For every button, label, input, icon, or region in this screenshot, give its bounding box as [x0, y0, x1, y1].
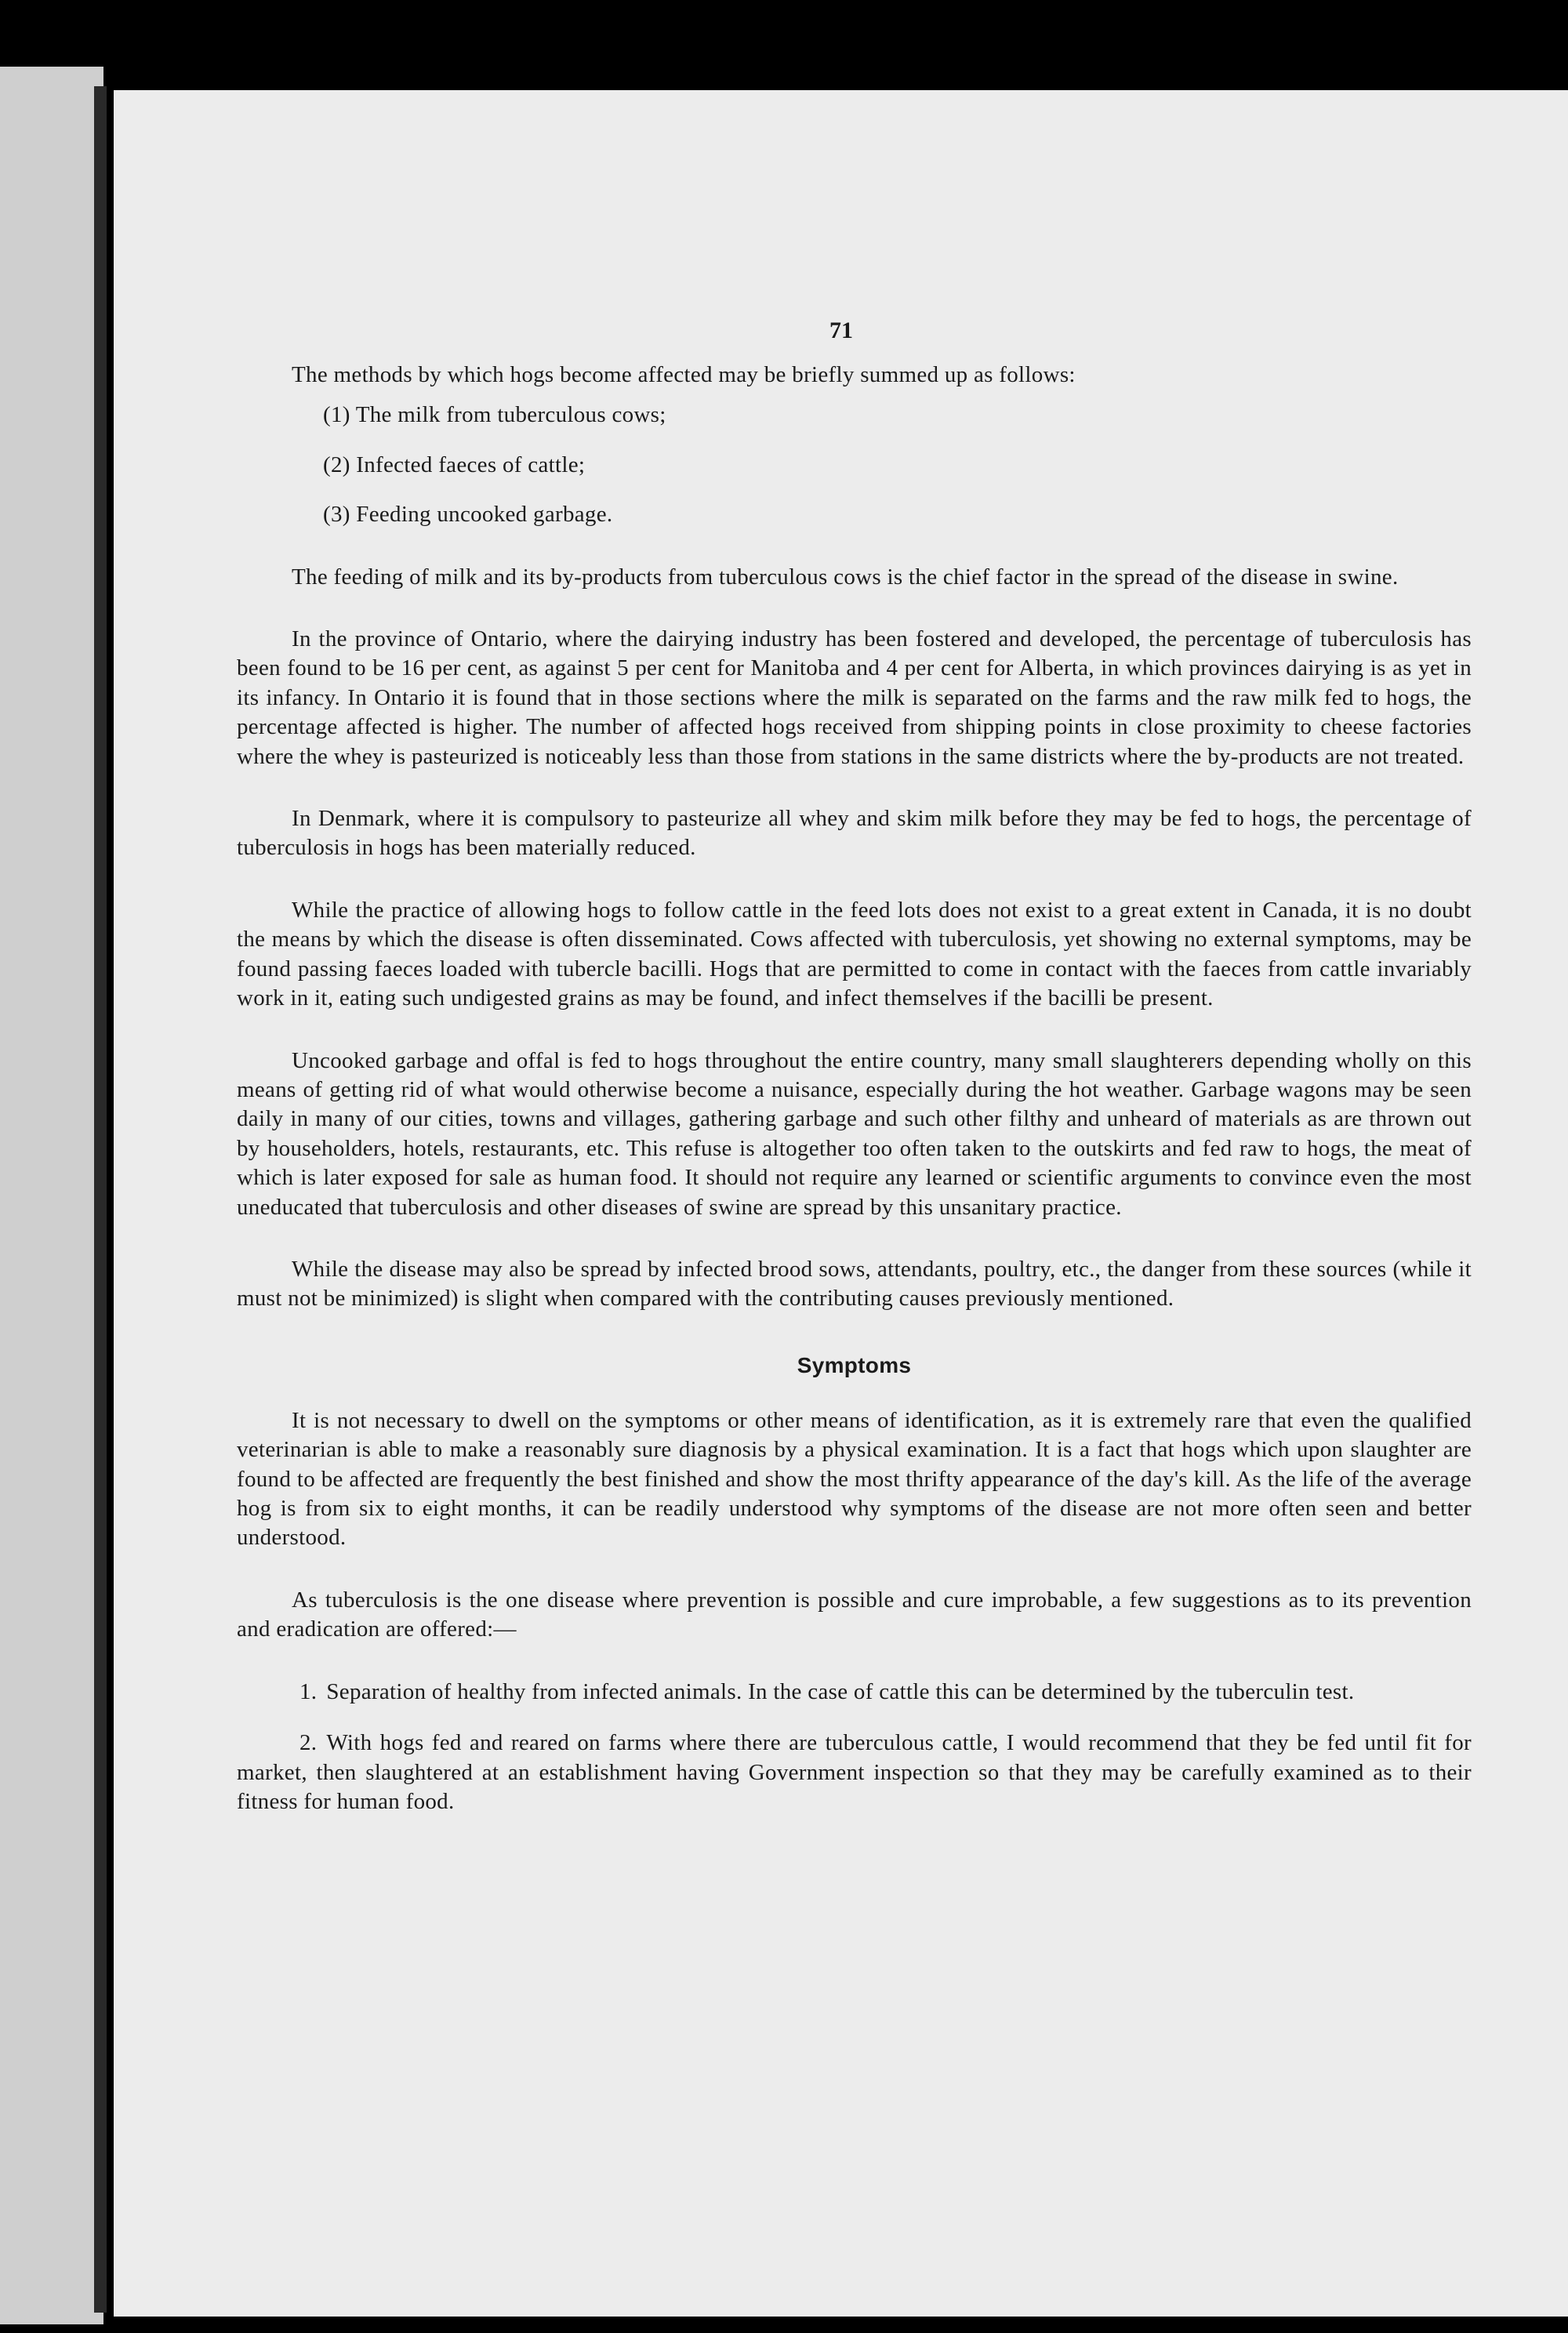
suggestion-text: With hogs fed and reared on farms where there are tuberculous cattle, I would recommend that they be fed until fit for market, then slaughtered at an establishment having Government inspection so that they may be carefully examined as to their fitness for human food. [237, 1730, 1472, 1814]
method-item: (3) Feeding uncooked garbage. [323, 502, 613, 528]
document-page [114, 90, 1568, 2317]
body-paragraph: While the disease may also be spread by infected brood sows, attendants, poultry, etc., the danger from these sources (while it must not be minimized) is slight when compared with the contributing causes previously mentioned. [237, 1256, 1472, 1312]
suggestion-number: 2. [299, 1730, 318, 1756]
method-item: (2) Infected faeces of cattle; [323, 452, 586, 477]
book-binding [94, 86, 107, 2313]
suggestion-item [237, 1678, 1472, 1707]
body-paragraph: It is not necessary to dwell on the symptoms or other means of identification, as it is extremely rare that even the qualified veterinarian is able to make a reasonably sure diagnosis by a physical examination. It is a fact that hogs which upon slaughter are found to be affected are frequently the best finished and show the most thrifty appearance of the day's kill. As the life of the average hog is from six to eight months, it can be readily understood why symptoms of the disease are not more often seen and better understood. [237, 1407, 1472, 1551]
page-number: 71 [829, 317, 853, 343]
suggestion-item [237, 1729, 1472, 1816]
suggestion-text: Separation of healthy from infected animals. In the case of cattle this can be determined by the tuberculin test. [326, 1678, 1355, 1704]
page-content [237, 361, 1472, 1838]
method-item: (1) The milk from tuberculous cows; [323, 402, 666, 428]
facing-page-edge [0, 67, 103, 2324]
body-paragraph: The feeding of milk and its by-products from tuberculous cows is the chief factor in the spread of the disease in swine. [292, 564, 1399, 590]
body-paragraph: Uncooked garbage and offal is fed to hogs throughout the entire country, many small slaughterers depending wholly on this means of getting rid of what would otherwise become a nuisance, especially during the hot weather. Garbage wagons may be seen daily in many of our cities, towns and villages, gathering garbage and such other filthy and unheard of materials as are thrown out by householders, hotels, restaurants, etc. This refuse is altogether too often taken to the outskirts and fed raw to hogs, the meat of which is later exposed for sale as human food. It should not require any learned or scientific arguments to convince even the most uneducated that tuberculosis and other diseases of swine are spread by this unsanitary practice. [237, 1047, 1472, 1220]
body-paragraph: In Denmark, where it is compulsory to pasteurize all whey and skim milk before they may be fed to hogs, the percentage of tuberculosis in hogs has been materially reduced. [237, 806, 1472, 861]
section-heading: Symptoms [797, 1352, 912, 1377]
body-paragraph: In the province of Ontario, where the dairying industry has been fostered and developed, the percentage of tuberculosis has been found to be 16 per cent, as against 5 per cent for Manitoba and 4 per cent for Alberta, in which provinces dairying is as yet in its infancy. In Ontario it is found that in those sections where the milk is separated on the farms and the raw milk fed to hogs, the percentage affected is higher. The number of affected hogs received from shipping points in close proximity to cheese factories where the whey is pasteurized is noticeably less than those from stations in the same districts where the by-products are not treated. [237, 626, 1472, 769]
intro-paragraph: The methods by which hogs become affected may be briefly summed up as follows: [292, 362, 1076, 387]
suggestion-number: 1. [299, 1678, 318, 1704]
body-paragraph: While the practice of allowing hogs to follow cattle in the feed lots does not exist to a great extent in Canada, it is no doubt the means by which the disease is often disseminated. Cows affected with tuberculosis, yet showing no external symptoms, may be found passing faeces loaded with tubercle bacilli. Hogs that are permitted to come in contact with the faeces from cattle invariably work in it, eating such undigested grains as may be found, and infect themselves if the bacilli be present. [237, 897, 1472, 1011]
body-paragraph: As tuberculosis is the one disease where prevention is possible and cure improbable, a few suggestions as to its prevention and eradication are offered:— [237, 1587, 1472, 1642]
